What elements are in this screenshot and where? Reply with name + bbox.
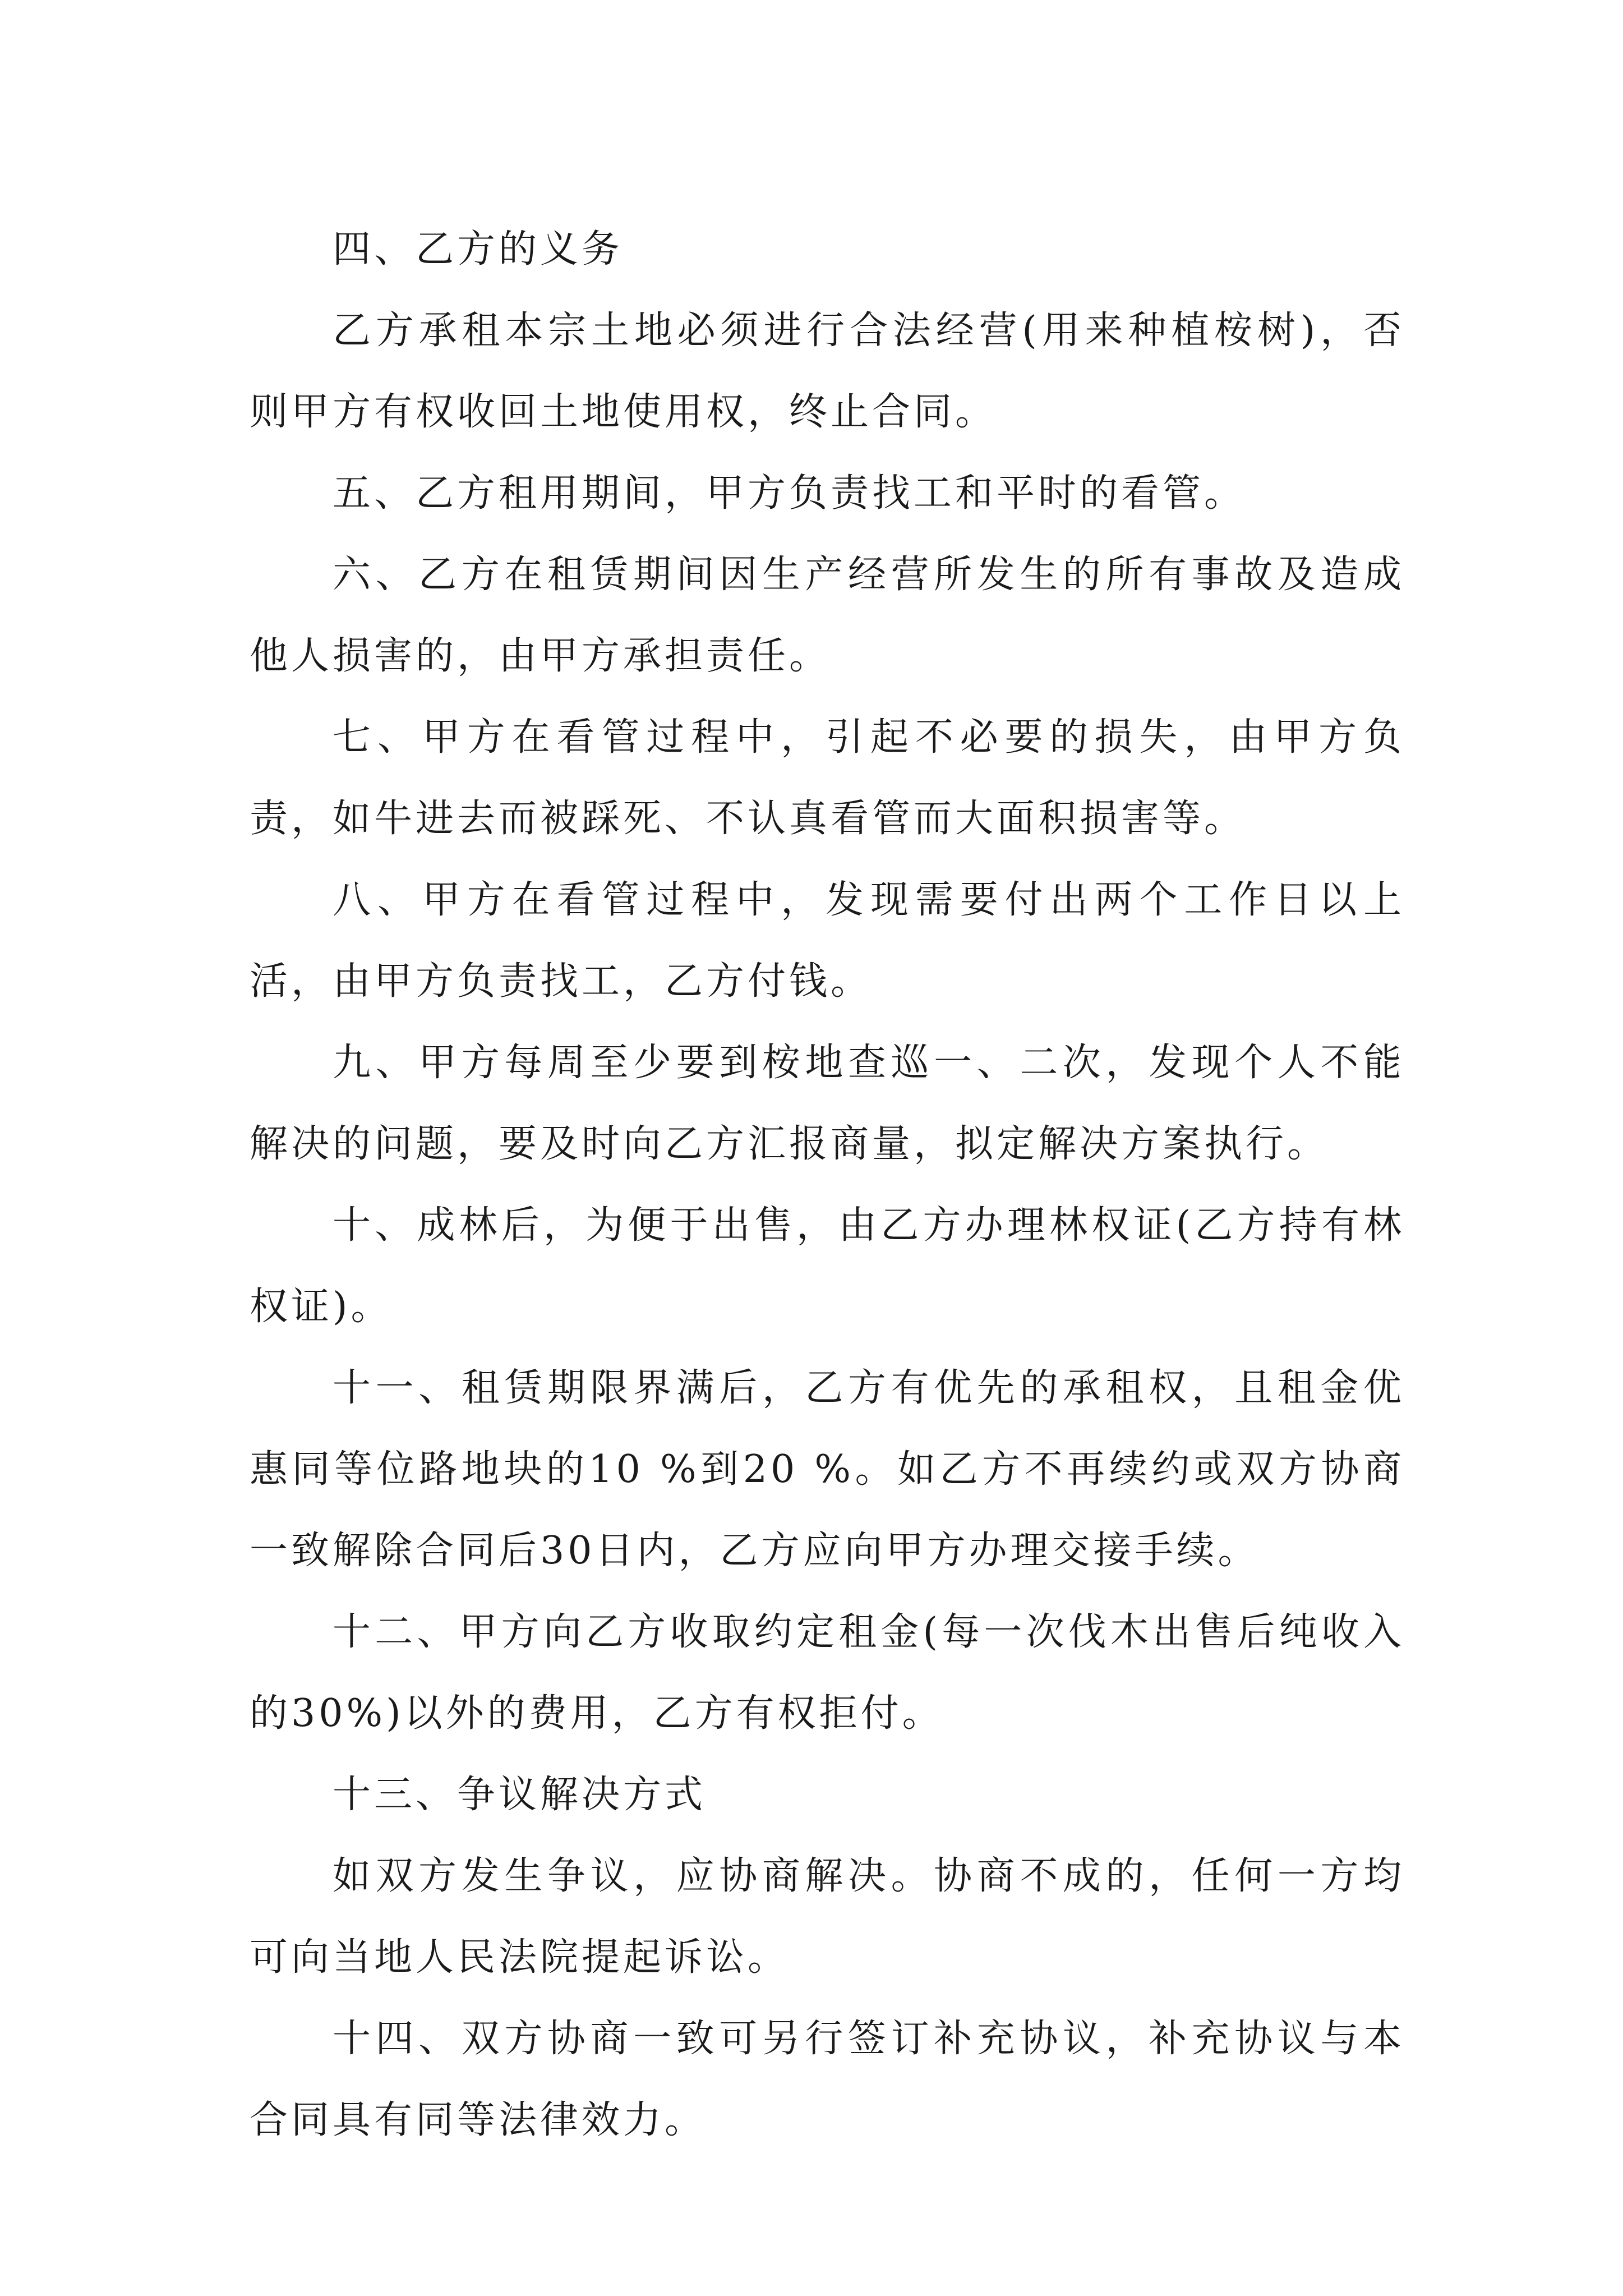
paragraph-clause-8: 八、甲方在看管过程中，发现需要付出两个工作日以上活，由甲方负责找工，乙方付钱。 [250, 878, 1405, 1004]
paragraph-clause-7: 七、甲方在看管过程中，引起不必要的损失，由甲方负责，如牛进去而被踩死、不认真看管而大面积损害等。 [250, 715, 1405, 841]
paragraph-clause-14: 十四、双方协商一致可另行签订补充协议，补充协议与本合同具有同等法律效力。 [250, 2017, 1405, 2142]
document-body [250, 209, 1405, 2161]
paragraph-clause-10: 十、成林后，为便于出售，由乙方办理林权证(乙方持有林权证)。 [250, 1203, 1405, 1329]
paragraph-clause-9: 九、甲方每周至少要到桉地查巡一、二次，发现个人不能解决的问题，要及时向乙方汇报商量，拟定解决方案执行。 [250, 1041, 1405, 1166]
paragraph-clause-6: 六、乙方在租赁期间因生产经营所发生的所有事故及造成他人损害的，由甲方承担责任。 [250, 553, 1405, 678]
paragraph-clause-11: 十一、租赁期限界满后，乙方有优先的承租权，且租金优惠同等位路地块的10 %到20 %。如乙方不再续约或双方协商一致解除合同后30日内，乙方应向甲方办理交接手续。 [250, 1366, 1405, 1573]
paragraph-lawful-operation: 乙方承租本宗土地必须进行合法经营(用来种植桉树)，否则甲方有权收回土地使用权，终止合同。 [250, 309, 1405, 434]
paragraph-clause-12: 十二、甲方向乙方收取约定租金(每一次伐木出售后纯收入的30%)以外的费用，乙方有权拒付。 [250, 1610, 1405, 1736]
paragraph-clause-5: 五、乙方租用期间，甲方负责找工和平时的看管。 [333, 471, 1246, 516]
section-heading-obligations: 四、乙方的义务 [333, 227, 624, 272]
section-heading-dispute: 十三、争议解决方式 [333, 1773, 707, 1817]
paragraph-dispute-resolution: 如双方发生争议，应协商解决。协商不成的，任何一方均可向当地人民法院提起诉讼。 [250, 1854, 1405, 1980]
